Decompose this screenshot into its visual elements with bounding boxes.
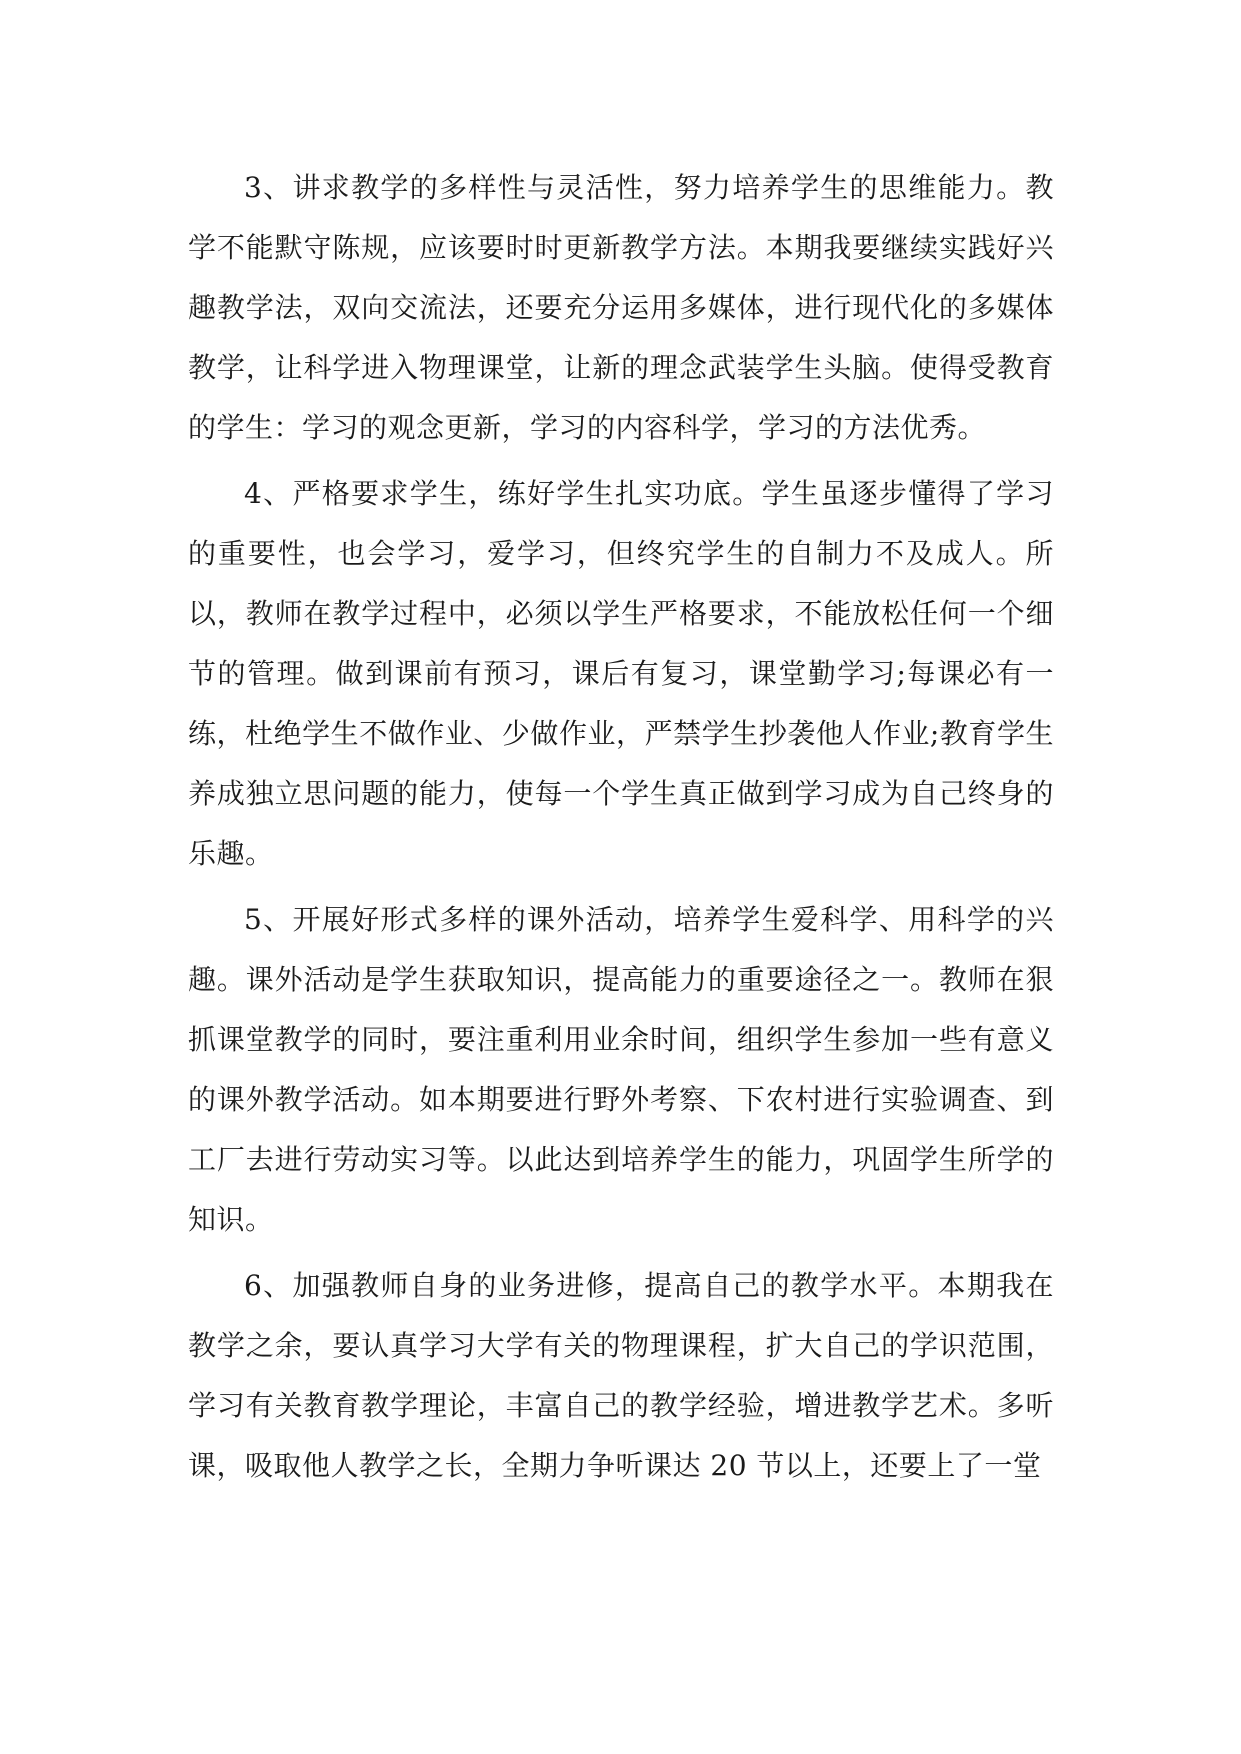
paragraph-5: 5、开展好形式多样的课外活动，培养学生爱科学、用科学的兴趣。课外活动是学生获取知识，提高能力的重要途径之一。教师在狠抓课堂教学的同时，要注重利用业余时间，组织学生参加一些有意义的课外教学活动。如本期要进行野外考察、下农村进行实验调查、到工厂去进行劳动实习等。以此达到培养学生的能力，巩固学生所学的知识。 [188,903,1054,1236]
document-body [188,158,1054,1502]
paragraph-3: 3、讲求教学的多样性与灵活性，努力培养学生的思维能力。教学不能默守陈规，应该要时时更新教学方法。本期我要继续实践好兴趣教学法，双向交流法，还要充分运用多媒体，进行现代化的多媒体教学，让科学进入物理课堂，让新的理念武装学生头脑。使得受教育的学生：学习的观念更新，学习的内容科学，学习的方法优秀。 [188,171,1054,444]
paragraph-6: 6、加强教师自身的业务进修，提高自己的教学水平。本期我在教学之余，要认真学习大学有关的物理课程，扩大自己的学识范围，学习有关教育教学理论，丰富自己的教学经验，增进教学艺术。多听课，吸取他人教学之长，全期力争听课达 20 节以上，还要上了一堂 [188,1269,1054,1482]
paragraph-4: 4、严格要求学生，练好学生扎实功底。学生虽逐步懂得了学习的重要性，也会学习，爱学习，但终究学生的自制力不及成人。所以，教师在教学过程中，必须以学生严格要求，不能放松任何一个细节的管理。做到课前有预习，课后有复习，课堂勤学习;每课必有一练，杜绝学生不做作业、少做作业，严禁学生抄袭他人作业;教育学生养成独立思问题的能力，使每一个学生真正做到学习成为自己终身的乐趣。 [188,477,1054,870]
